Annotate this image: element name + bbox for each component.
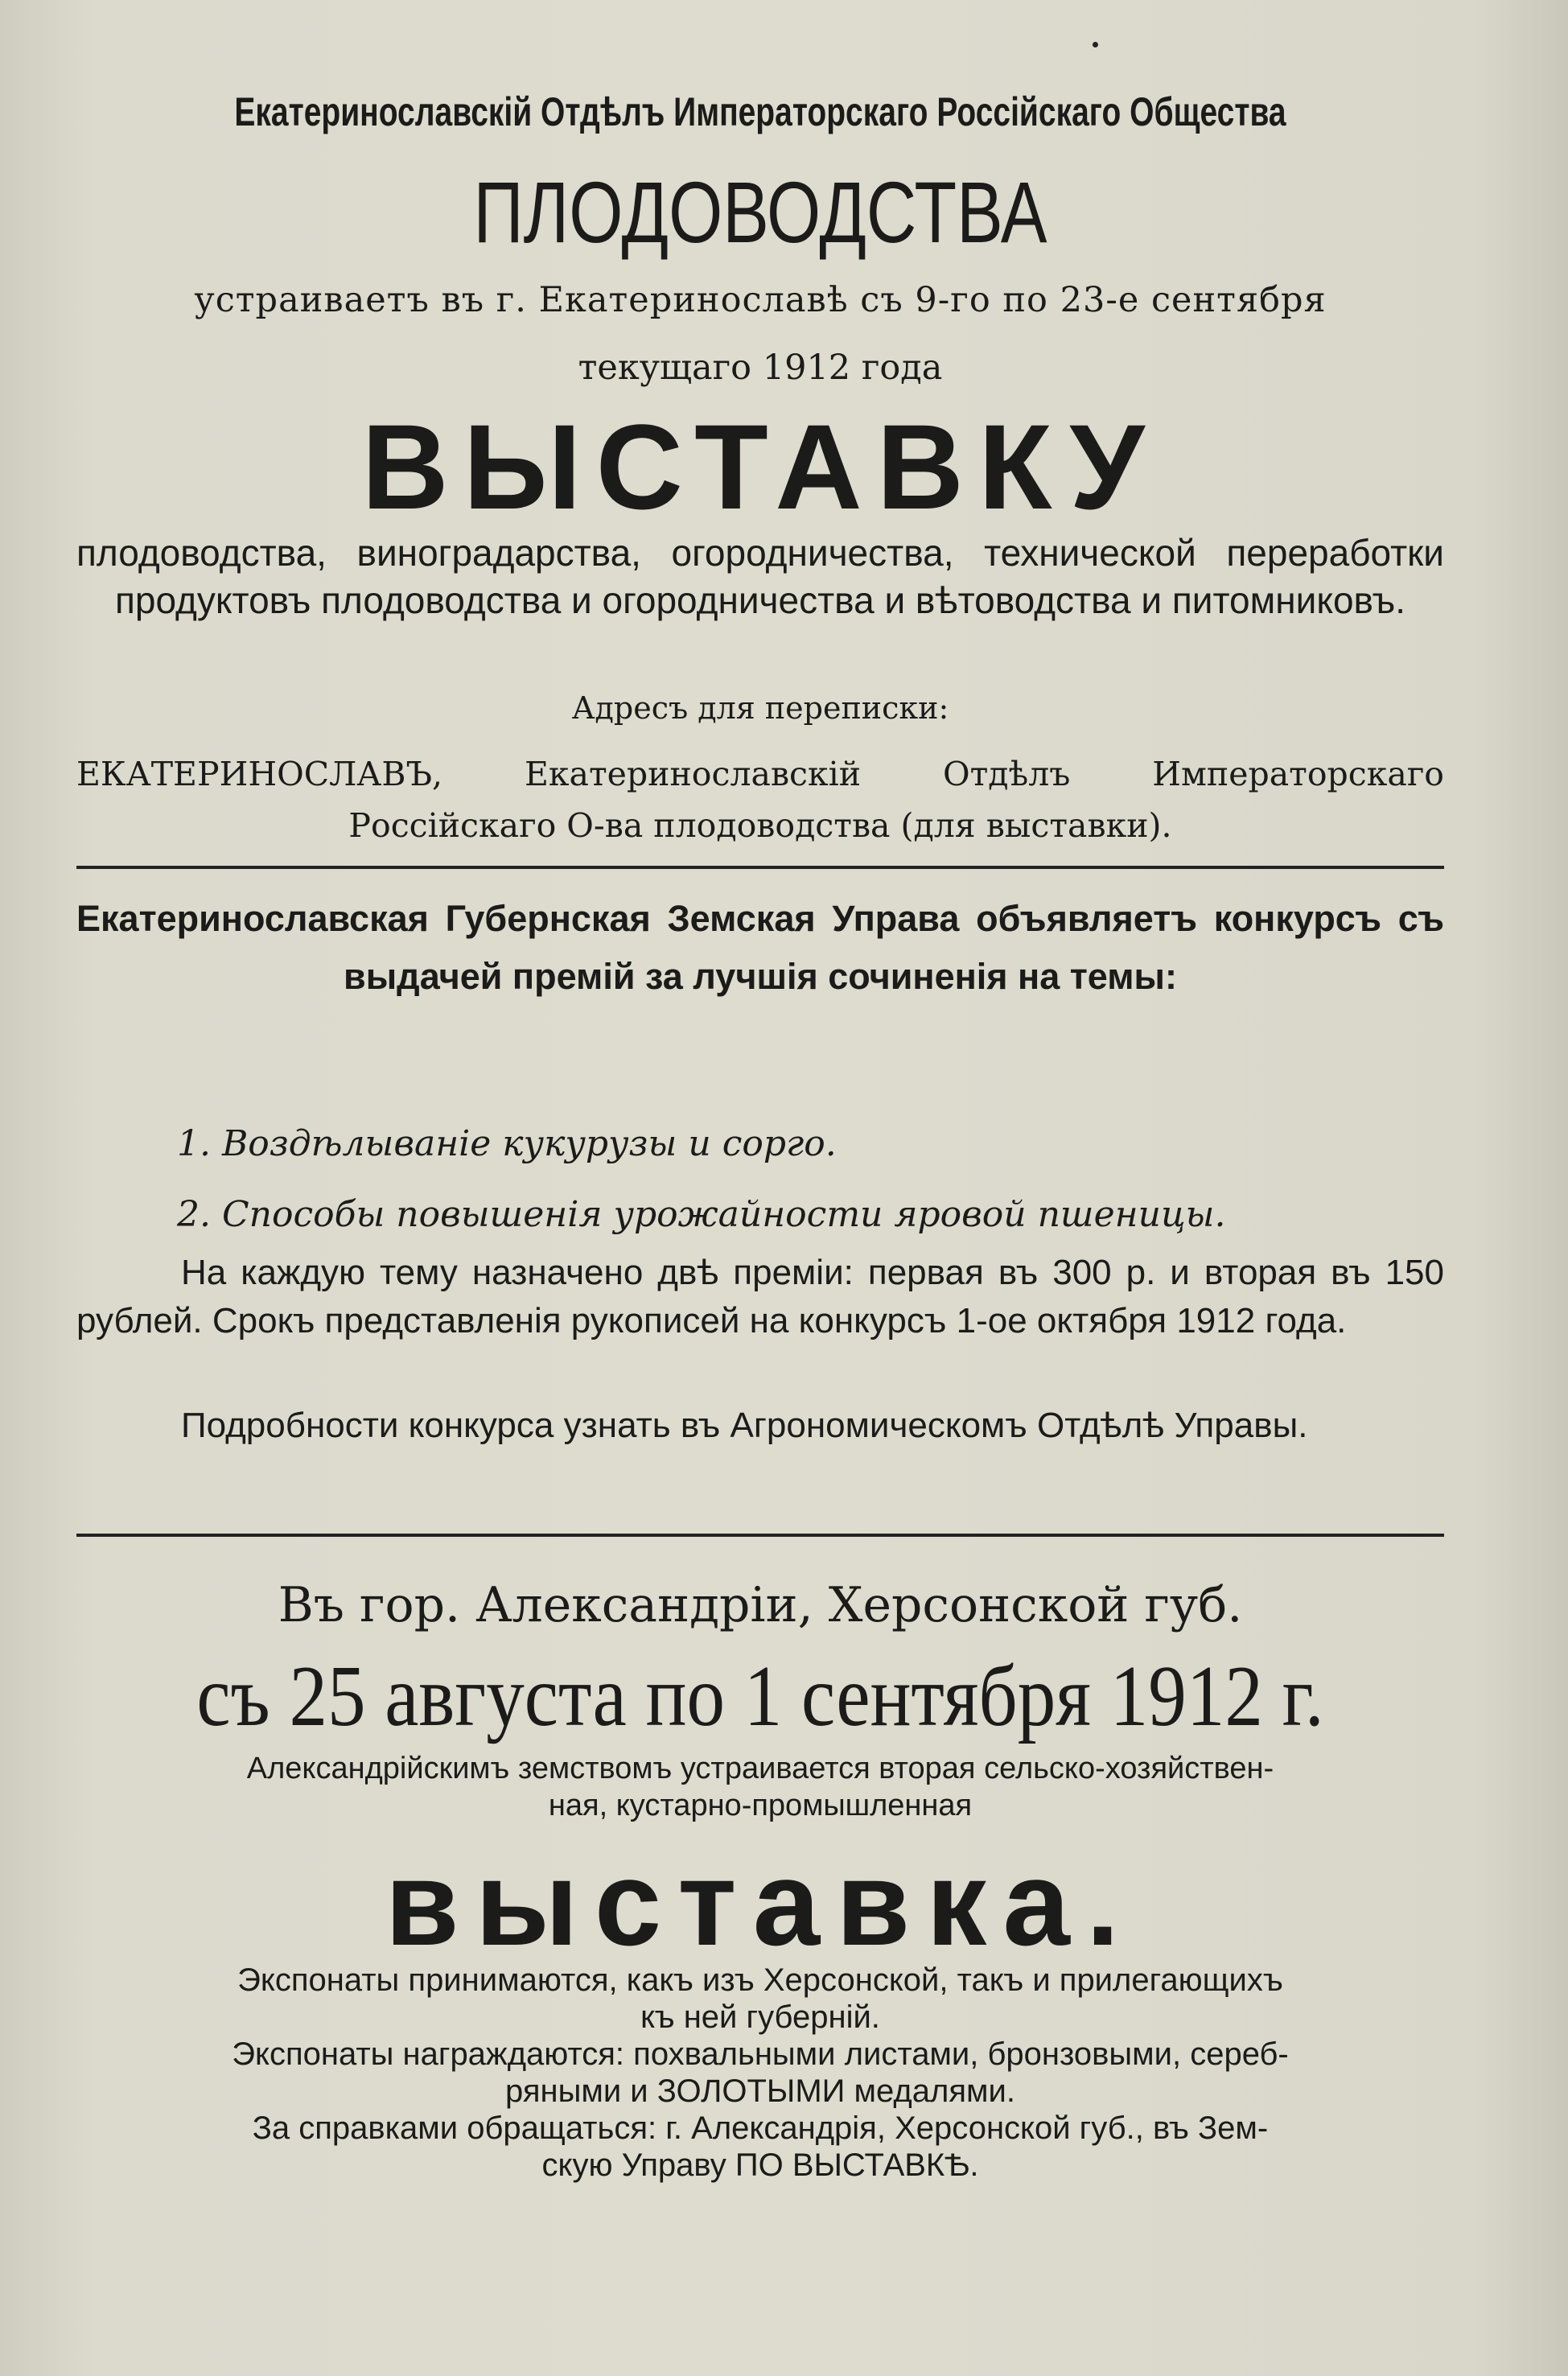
notice1-headline: ВЫСТАВКУ xyxy=(361,399,1159,534)
divider xyxy=(76,866,1444,869)
ink-dot xyxy=(1093,42,1098,47)
notice2-details-paragraph: Подробности конкурса узнать въ Агрономическомъ Отдѣлѣ Управы. xyxy=(181,1406,1308,1445)
notice3-location: Въ гор. Александріи, Херсонской губ. xyxy=(278,1577,1243,1633)
topic-item: 2. Способы повышенія урожайности яровой пшеницы. xyxy=(177,1194,1226,1235)
notice3-info-line: къ ней губерній. xyxy=(640,1999,880,2035)
notice2-prizes-paragraph: На каждую тему назначено двѣ преміи: первая въ 300 р. и вторая въ 150 рублей. Срокъ представленія рукописей на конкурсъ 1-ое октября 1912 года. xyxy=(76,1253,1444,1340)
notice1-dates: устраиваетъ въ г. Екатеринославѣ съ 9-го по 23-е сентября xyxy=(194,280,1327,320)
notice2-heading: Екатеринославская Губернская Земская Управа объявляетъ конкурсъ съ выдачей премій за лучшія сочиненія на темы: xyxy=(76,898,1444,997)
notice3-info-line: За справками обращаться: г. Александрія, Херсонской губ., въ Зем- xyxy=(252,2110,1269,2146)
notice1-org-title: ПЛОДОВОДСТВА xyxy=(473,163,1047,261)
notice3-headline: выставка. xyxy=(385,1835,1136,1970)
notice3-dates: съ 25 августа по 1 сентября 1912 г. xyxy=(196,1649,1324,1744)
notice3-info-line: ряными и ЗОЛОТЫМИ медалями. xyxy=(505,2073,1015,2109)
notice2-topic-list xyxy=(177,1109,1432,1250)
notice1-description: плодоводства, виноградарства, огородничества, технической переработки продуктовъ плодоводства и огородничества и вѣтоводства и питомниковъ. xyxy=(76,532,1444,621)
notice1-address: ЕКАТЕРИНОСЛАВЪ, Екатеринославскій Отдѣлъ Императорскаго Россійскаго О-ва плодоводства (для выставки). xyxy=(76,755,1444,845)
divider xyxy=(76,1534,1444,1537)
notice1-address-label: Адресъ для переписки: xyxy=(571,690,949,726)
notice3-organizer xyxy=(76,1750,1444,1824)
notice1-year: текущаго 1912 года xyxy=(578,348,943,388)
notice3-organizer-line: ная, кустарно-промышленная xyxy=(548,1789,973,1822)
notice3-organizer-line: Александрійскимъ земствомъ устраивается вторая сельско-хозяйствен- xyxy=(246,1752,1274,1785)
topic-item: 1. Воздѣлываніе кукурузы и сорго. xyxy=(177,1123,837,1164)
notice3-info-line: Экспонаты принимаются, какъ изъ Херсонской, такъ и прилегающихъ xyxy=(237,1962,1283,1998)
notice1-org-line: Екатеринославскій Отдѣлъ Императорскаго Россійскаго Общества xyxy=(234,89,1286,134)
notice3-info-line: Экспонаты награждаются: похвальными листами, бронзовыми, сереб- xyxy=(232,2036,1289,2072)
notice3-info-line: скую Управу ПО ВЫСТАВКѢ. xyxy=(541,2147,979,2183)
notice3-info xyxy=(76,1962,1444,2184)
